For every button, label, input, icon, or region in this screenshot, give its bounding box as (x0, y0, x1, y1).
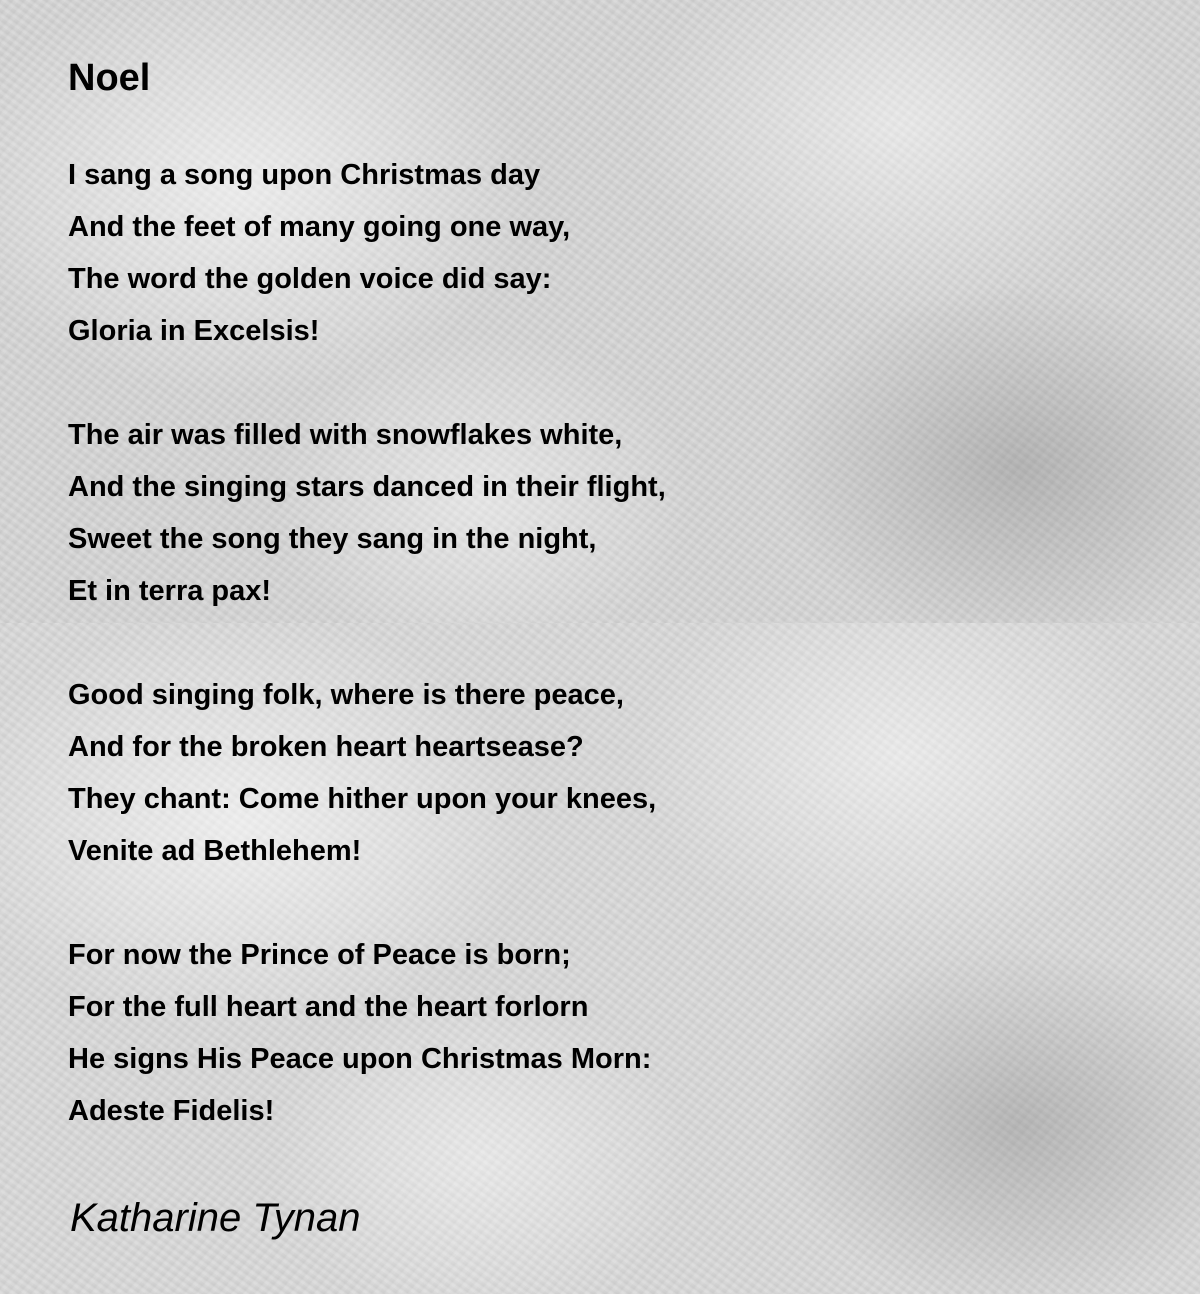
poem-line: Adeste Fidelis! (68, 1095, 275, 1127)
poem-line: And the singing stars danced in their flight, (68, 471, 666, 503)
poem-line: Good singing folk, where is there peace, (68, 679, 624, 711)
poem-line: The word the golden voice did say: (68, 263, 552, 295)
poem-line: Gloria in Excelsis! (68, 315, 320, 347)
poem-author: Katharine Tynan (70, 1196, 361, 1240)
stanza-1 (68, 149, 570, 357)
stanza-2 (68, 409, 666, 617)
poem-line: They chant: Come hither upon your knees, (68, 783, 657, 815)
poem-line: For now the Prince of Peace is born; (68, 939, 571, 971)
poem-line: And for the broken heart heartsease? (68, 731, 584, 763)
poem-line: Et in terra pax! (68, 575, 272, 607)
poem-line: He signs His Peace upon Christmas Morn: (68, 1043, 652, 1075)
poem-title: Noel (68, 57, 151, 99)
poem-line: And the feet of many going one way, (68, 211, 571, 243)
poem-line: I sang a song upon Christmas day (68, 159, 541, 191)
poem-line: Sweet the song they sang in the night, (68, 523, 597, 555)
poem-line: For the full heart and the heart forlorn (68, 991, 589, 1023)
stanza-4 (68, 929, 651, 1137)
poem-line: The air was filled with snowflakes white, (68, 419, 623, 451)
poem-line: Venite ad Bethlehem! (68, 835, 362, 867)
stanza-3 (68, 669, 656, 877)
